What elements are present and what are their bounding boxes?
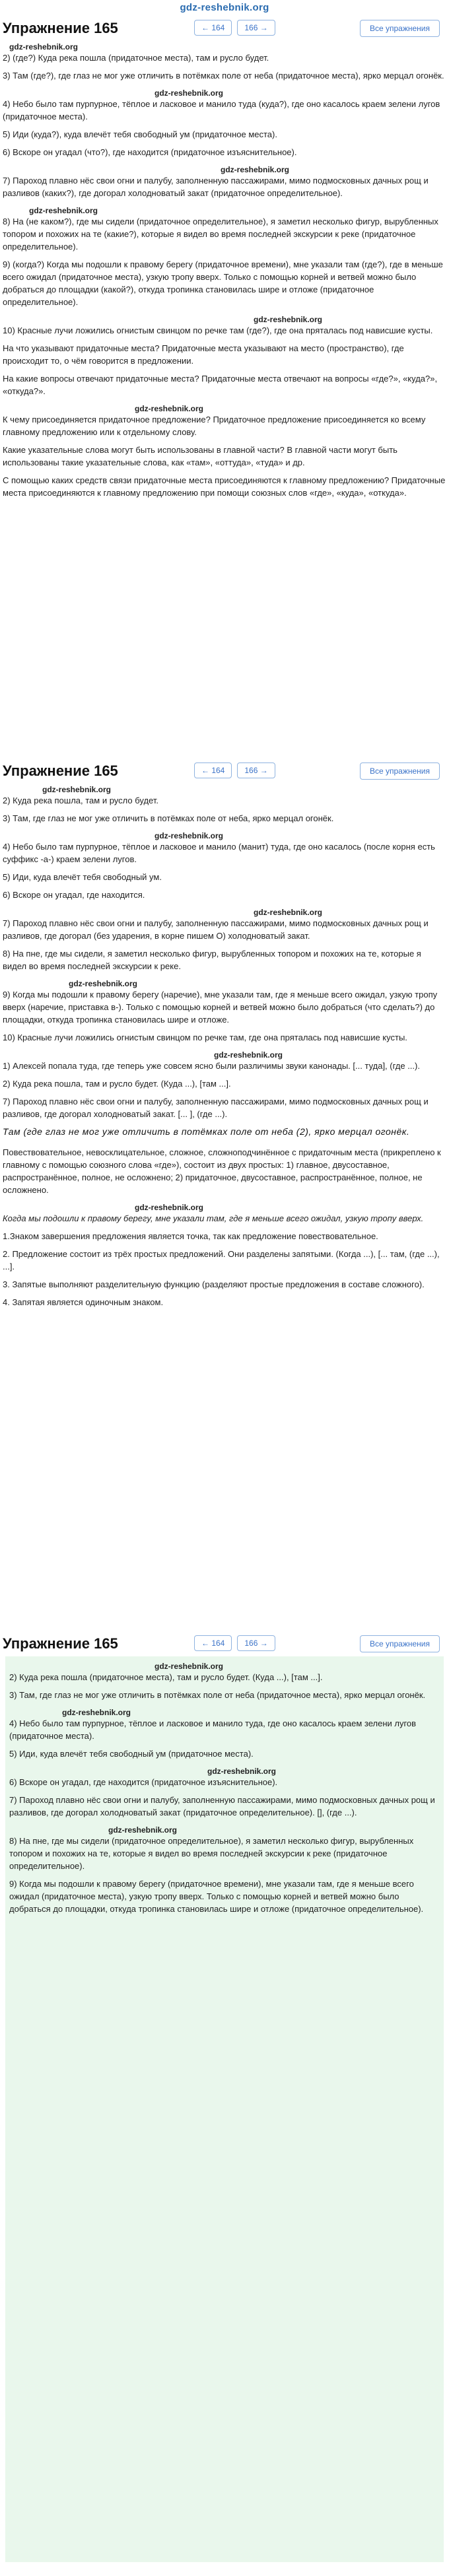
answer-paragraph: 10) Красные лучи ложились огнистым свинцом по речке там, где она пряталась под нависшие кусты. bbox=[3, 1033, 407, 1042]
answer-paragraph: 4) Небо было там пурпурное, тёплое и ласковое и манило туда, где оно касалось краем зелени лугов (придаточное места). bbox=[9, 1718, 417, 1741]
exercise-nav bbox=[194, 20, 275, 36]
watermark: gdz-reshebnik.org bbox=[254, 908, 323, 917]
answer-paragraph: 2) Куда река пошла (придаточное места), там и русло будет. (Куда ...), [там ...]. bbox=[9, 1672, 323, 1682]
answer-paragraph: 3. Запятые выполняют разделительную функцию (разделяют простые предложения в составе сложного). bbox=[3, 1279, 425, 1289]
watermark-row bbox=[9, 1765, 440, 1776]
answer-paragraph: 10) Красные лучи ложились огнистым свинцом по речке там (где?), где она пряталась под нависшие кусты. bbox=[3, 325, 433, 335]
answer-paragraph: К чему присоединяется придаточное предложение? Придаточное предложение присоединяется ко всему главному предложению или к отдельному слову. bbox=[3, 415, 426, 437]
answer-paragraph: 9) Когда мы подошли к правому берегу (придаточное времени), мне указали там, где я меньше всего ожидал (придаточное места), узкую тропу вверх. Только с помощью корней и ветвей можно было добраться до площадки, откуда тропинка становилась шире и отложе (придаточное определительное). bbox=[9, 1879, 424, 1914]
answer-paragraph: 7) Пароход плавно нёс свои огни и палубу, заполненную пассажирами, мимо подмосковных дачных рощ и разливов, где догорал (без ударения, в корне пишем О) холодноватый закат. bbox=[3, 918, 429, 941]
answer-paragraph: 6) Вскоре он угадал, где находится. bbox=[3, 890, 145, 900]
watermark: gdz-reshebnik.org bbox=[207, 1767, 277, 1776]
answer-paragraph: 8) На пне, где мы сидели, я заметил несколько фигур, вырубленных топором и похожих на те, которые я видел во время последней экскурсии к реке. bbox=[3, 949, 421, 971]
answer-paragraph: С помощью каких средств связи придаточные места присоединяются к главному предложению? Придаточные места присоединяются к главному предложению при помощи союзных слов «где», «куда», «откуда». bbox=[3, 475, 446, 498]
answer-paragraph: 4) Небо было там пурпурное, тёплое и ласковое и манило туда (куда?), где оно касалось краем зелени лугов (придаточное места). bbox=[3, 99, 440, 121]
highlighted-answer bbox=[5, 1656, 444, 2562]
answer-paragraph: 4. Запятая является одиночным знаком. bbox=[3, 1297, 164, 1307]
watermark: gdz-reshebnik.org bbox=[62, 1708, 131, 1717]
watermark-row bbox=[3, 87, 446, 98]
section-1-header bbox=[3, 15, 446, 41]
watermark-row bbox=[3, 314, 446, 324]
answer-paragraph: 6) Вскоре он угадал, где находится (придаточное изъяснительное). bbox=[9, 1777, 278, 1787]
answer-paragraph: Какие указательные слова могут быть использованы в главной части? В главной части могут быть использованы такие указательные слова, как «там», «оттуда», «туда» и др. bbox=[3, 445, 397, 467]
answer-paragraph: Когда мы подошли к правому берегу, мне указали там, где я меньше всего ожидал, узкую тропу вверх. bbox=[3, 1213, 424, 1223]
answer-paragraph: 2) Куда река пошла, там и русло будет. bbox=[3, 796, 158, 805]
answer-paragraph: 8) На (не каком?), где мы сидели (придаточное определительное), я заметил несколько фигур, вырубленных топором и похожих на те (какие?), которые я видел во время последней экскурсии к реке (придаточное определительное). bbox=[3, 217, 438, 252]
exercise-title: Упражнение 165 bbox=[3, 19, 118, 36]
exercise-nav bbox=[194, 763, 275, 778]
watermark-row bbox=[9, 1660, 440, 1671]
watermark-row bbox=[3, 830, 446, 840]
section-3 bbox=[0, 1630, 449, 2564]
answer-paragraph: 5) Иди, куда влечёт тебя свободный ум (придаточное места). bbox=[9, 1749, 254, 1759]
answer-paragraph: На что указывают придаточные места? Придаточные места указывают на место (пространство), где происходит то, о чём говорится в предложении. bbox=[3, 343, 404, 366]
answer-paragraph: 3) Там, где глаз не мог уже отличить в потёмках поле от неба (придаточное места), ярко мерцал огонёк. bbox=[9, 1690, 426, 1700]
watermark-row bbox=[3, 906, 446, 917]
answer-paragraph: 2) (где?) Куда река пошла (придаточное места), там и русло будет. bbox=[3, 53, 269, 63]
answer-paragraph: 5) Иди, куда влечёт тебя свободный ум. bbox=[3, 872, 162, 882]
prev-exercise-button[interactable]: ← 164 bbox=[194, 763, 232, 778]
section-2-header bbox=[3, 757, 446, 784]
watermark: gdz-reshebnik.org bbox=[155, 1662, 224, 1671]
watermark-row bbox=[9, 1707, 440, 1717]
prev-exercise-button[interactable]: ← 164 bbox=[194, 20, 232, 36]
watermark: gdz-reshebnik.org bbox=[42, 785, 112, 794]
all-exercises-button[interactable]: Все упражнения bbox=[360, 1635, 440, 1652]
watermark: gdz-reshebnik.org bbox=[221, 165, 290, 174]
watermark: gdz-reshebnik.org bbox=[155, 88, 224, 98]
watermark-row bbox=[9, 1824, 440, 1835]
answer-paragraph: 4) Небо было там пурпурное, тёплое и ласковое и манило (манит) туда, где оно касалось (после корня есть суффикс -а-) краем зелени лугов. bbox=[3, 842, 435, 864]
watermark: gdz-reshebnik.org bbox=[108, 1825, 178, 1835]
watermark: gdz-reshebnik.org bbox=[135, 1203, 204, 1212]
watermark: gdz-reshebnik.org bbox=[135, 404, 204, 413]
watermark-row bbox=[3, 164, 446, 174]
watermark-row bbox=[3, 1202, 446, 1212]
exercise-nav bbox=[194, 1635, 275, 1651]
prev-exercise-button[interactable]: ← 164 bbox=[194, 1635, 232, 1651]
watermark: gdz-reshebnik.org bbox=[254, 315, 323, 324]
site-logo[interactable]: gdz-reshebnik.org bbox=[180, 1, 269, 13]
section-2 bbox=[0, 757, 449, 1630]
answer-paragraph: 7) Пароход плавно нёс свои огни и палубу, заполненную пассажирами, мимо подмосковных дачных рощ и разливов, где догорал холодноватый закат. [... ], (где ...). bbox=[3, 1097, 429, 1119]
watermark-row bbox=[3, 784, 446, 794]
watermark-row bbox=[3, 978, 446, 988]
watermark-row bbox=[3, 41, 446, 51]
answer-paragraph: 6) Вскоре он угадал (что?), где находится (придаточное изъяснительное). bbox=[3, 147, 297, 157]
answer-paragraph: 8) На пне, где мы сидели (придаточное определительное), я заметил несколько фигур, вырубленных топором и похожих на те, которые я видел во время последней экскурсии к реке (придаточное определительное). bbox=[9, 1836, 414, 1871]
answer-paragraph: 2. Предложение состоит из трёх простых предложений. Они разделены запятыми. (Когда ...), [... там, (где ...), ...]. bbox=[3, 1249, 440, 1271]
answer-paragraph: 9) (когда?) Когда мы подошли к правому берегу (придаточное времени), мне указали там (где?), где в меньше всего ожидал (придаточное места), узкую тропу вверх. Только с помощью корней и ветвей можно было добраться до площадки (какой?), откуда тропинка становилась шире и отложе (придаточное определительное). bbox=[3, 259, 443, 307]
next-exercise-button[interactable]: 166 → bbox=[237, 1635, 275, 1651]
watermark-row bbox=[3, 1049, 446, 1060]
watermark-row bbox=[3, 403, 446, 413]
all-exercises-button[interactable]: Все упражнения bbox=[360, 763, 440, 780]
watermark-row bbox=[3, 205, 446, 215]
watermark: gdz-reshebnik.org bbox=[9, 42, 79, 51]
section-3-header bbox=[3, 1630, 446, 1656]
all-exercises-button[interactable]: Все упражнения bbox=[360, 20, 440, 37]
answer-paragraph: 1) Алексей попала туда, где теперь уже совсем ясно были различимы звуки канонады. [... туда], (где ...). bbox=[3, 1061, 420, 1071]
answer-paragraph: 7) Пароход плавно нёс свои огни и палубу, заполненную пассажирами, мимо подмосковных дачных рощ и разливов (каких?), где догорал холодноватый закат (придаточное определительное). bbox=[3, 176, 429, 198]
scheme-text: Там (где глаз не мог уже отличить в потёмках поле от неба (2), ярко мерцал огонёк. bbox=[3, 1126, 410, 1137]
answer-paragraph: 3) Там (где?), где глаз не мог уже отличить в потёмках поле от неба (придаточное места), ярко мерцал огонёк. bbox=[3, 71, 444, 81]
watermark: gdz-reshebnik.org bbox=[29, 206, 98, 215]
answer-paragraph: 5) Иди (куда?), куда влечёт тебя свободный ум (придаточное места). bbox=[3, 129, 277, 139]
watermark: gdz-reshebnik.org bbox=[69, 979, 138, 988]
next-exercise-button[interactable]: 166 → bbox=[237, 763, 275, 778]
watermark: gdz-reshebnik.org bbox=[214, 1050, 283, 1060]
answer-paragraph: 7) Пароход плавно нёс свои огни и палубу, заполненную пассажирами, мимо подмосковных дачных рощ и разливов, где догорал холодноватый закат (придаточное определительное). [], (где ...). bbox=[9, 1795, 435, 1817]
answer-paragraph: 2) Куда река пошла, там и русло будет. (Куда ...), [там ...]. bbox=[3, 1079, 231, 1089]
answer-paragraph: 9) Когда мы подошли к правому берегу (наречие), мне указали там, где я меньше всего ожидал, узкую тропу вверх (наречие, приставка в-). Только с помощью корней и ветвей можно было добраться (что сделать?) до площадки, откуда тропинка становилась шире и отложе. bbox=[3, 990, 438, 1025]
sentence-scheme bbox=[3, 1126, 446, 1138]
answer-paragraph: На какие вопросы отвечают придаточные места? Придаточные места отвечают на вопросы «где?», «куда?», «откуда?». bbox=[3, 374, 438, 396]
watermark: gdz-reshebnik.org bbox=[155, 831, 224, 840]
answer-paragraph: Повествовательное, невосклицательное, сложное, сложноподчинённое с придаточным места (прикреплено к главному с помощью союзного слова «где»), состоит из двух простых: 1) главное, двусоставное, распространённое, полное, не осложнено; 2) придаточное, двусоставное, распространённое, полное, не осложнено. bbox=[3, 1147, 441, 1195]
site-header bbox=[0, 0, 449, 15]
exercise-title: Упражнение 165 bbox=[3, 762, 118, 779]
section-1 bbox=[0, 15, 449, 757]
exercise-title: Упражнение 165 bbox=[3, 1635, 118, 1652]
answer-paragraph: 1.Знаком завершения предложения является точка, так как предложение повествовательное. bbox=[3, 1231, 378, 1241]
next-exercise-button[interactable]: 166 → bbox=[237, 20, 275, 36]
answer-paragraph: 3) Там, где глаз не мог уже отличить в потёмках поле от неба, ярко мерцал огонёк. bbox=[3, 813, 334, 823]
